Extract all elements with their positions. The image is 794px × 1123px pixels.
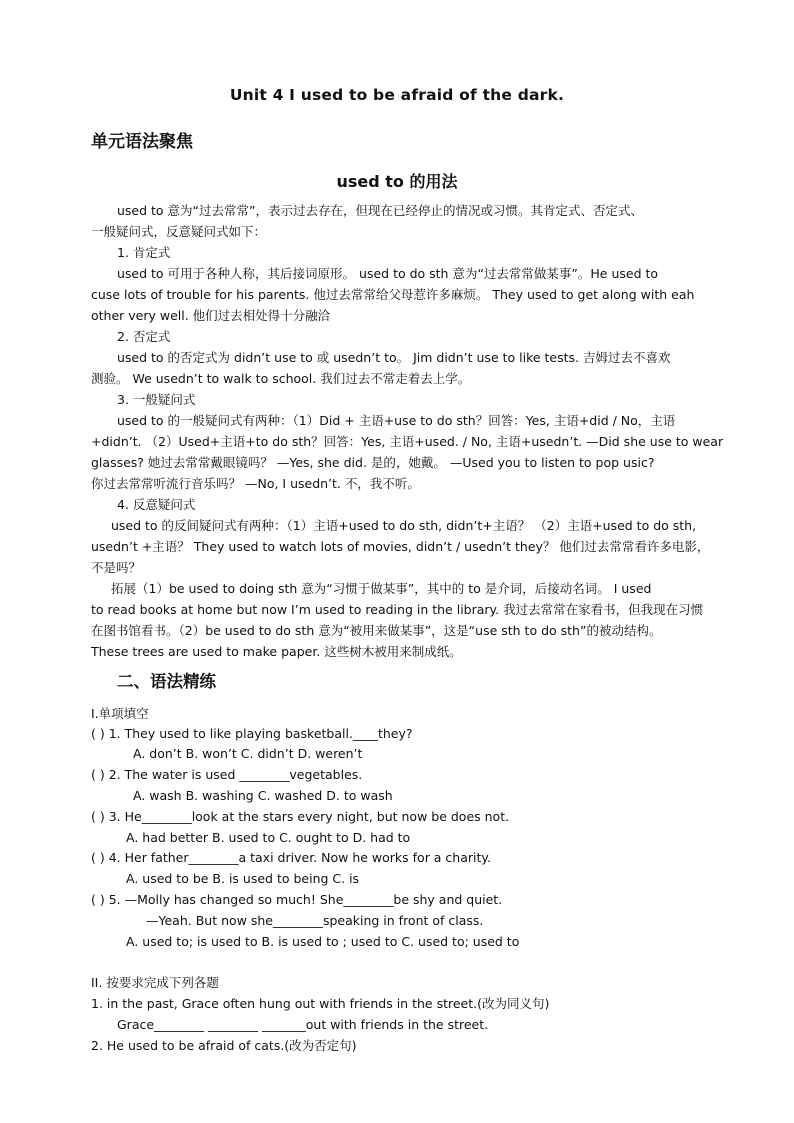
paragraph-line: used to 的反间疑问式有两种：（1）主语+used to do sth, didn’t+主语？ （2）主语+used to do sth, — [111, 518, 697, 533]
subsection-heading-tag-question: 4. 反意疑问式 — [117, 497, 196, 512]
extension-line: to read books at home but now I’m used to reading in the library. 我过去常常在家看书，但我现在习惯 — [91, 602, 704, 617]
intro-line: 一般疑问式，反意疑问式如下： — [91, 224, 267, 239]
question-stem: ( ) 5. —Molly has changed so much! She________be shy and quiet. — [91, 892, 503, 907]
paragraph-line: used to 的否定式为 didn’t use to 或 usedn’t to。 Jim didn’t use to like tests. 吉姆过去不喜欢 — [117, 350, 671, 365]
question-options: A. don’t B. won’t C. didn’t D. weren’t — [133, 746, 363, 761]
intro-line: used to 意为“过去常常”，表示过去存在，但现在已经停止的情况或习惯。其肯定式、否定式、 — [117, 203, 644, 218]
paragraph-line: 你过去常常听流行音乐吗？ —No, I usedn’t. 不，我不听。 — [91, 476, 420, 491]
subsection-heading-affirmative: 1. 肯定式 — [117, 245, 171, 260]
extension-line: These trees are used to make paper. 这些树木被用来制成纸。 — [91, 644, 462, 659]
paragraph-line: +didn’t. （2）Used+主语+to do sth？回答：Yes, 主语+used. / No, 主语+usedn’t. —Did she use to wear — [91, 434, 724, 449]
extension-line: 拓展（1）be used to doing sth 意为“习惯于做某事”，其中的 to 是介词，后接动名词。 I used — [111, 581, 652, 596]
question-stem-continued: —Yeah. But now she________speaking in front of class. — [146, 913, 484, 928]
question-options: A. used to be B. is used to being C. is — [126, 871, 360, 886]
question-stem: ( ) 3. He________look at the stars every night, but now be does not. — [91, 809, 510, 824]
section-heading-grammar-practice: 二、语法精练 — [117, 672, 216, 691]
extension-line: 在图书馆看书。（2）be used to do sth 意为“被用来做某事”，这是“use sth to do sth”的被动结构。 — [91, 623, 662, 638]
paragraph-line: glasses? 她过去常常戴眼镜吗？ —Yes, she did. 是的，她戴。 —Used you to listen to pop usic? — [91, 455, 655, 470]
question-options: A. used to; is used to B. is used to ; used to C. used to; used to — [126, 934, 520, 949]
paragraph-line: usedn’t +主语？ They used to watch lots of movies, didn’t / usedn’t they？ 他们过去常常看许多电影， — [91, 539, 710, 554]
page-title: Unit 4 I used to be afraid of the dark. — [229, 86, 565, 104]
paragraph-line: cuse lots of trouble for his parents. 他过去常常给父母惹许多麻烦。 They used to get along with eah — [91, 287, 695, 302]
question-stem: ( ) 1. They used to like playing basketball.____they? — [91, 726, 413, 741]
question-stem: ( ) 2. The water is used ________vegetables. — [91, 767, 363, 782]
subsection-heading-question: 3. 一般疑问式 — [117, 392, 196, 407]
paragraph-line: 测验。 We usedn’t to walk to school. 我们过去不常走着去上学。 — [91, 371, 471, 386]
subsection-heading-negative: 2. 否定式 — [117, 329, 171, 344]
paragraph-line: 不是吗？ — [91, 560, 142, 575]
question-stem: ( ) 4. Her father________a taxi driver. Now he works for a charity. — [91, 850, 491, 865]
part-heading-multiple-choice: I.单项填空 — [91, 706, 149, 721]
section-heading-grammar-focus: 单元语法聚焦 — [91, 132, 193, 152]
paragraph-line: used to 的一般疑问式有两种：（1）Did + 主语+use to do sth？回答：Yes, 主语+did / No，主语 — [117, 413, 676, 428]
task-item: 1. in the past, Grace often hung out with friends in the street.(改为同义句) — [91, 996, 550, 1011]
question-options: A. had better B. used to C. ought to D. had to — [126, 830, 411, 845]
paragraph-line: used to 可用于各种人称，其后接词原形。 used to do sth 意为“过去常常做某事”。He used to — [117, 266, 659, 281]
part-heading-complete-tasks: II. 按要求完成下列各题 — [91, 975, 219, 990]
subheading-used-to: used to 的用法 — [336, 172, 458, 191]
question-options: A. wash B. washing C. washed D. to wash — [133, 788, 393, 803]
task-answer-line: Grace________ ________ _______out with friends in the street. — [117, 1017, 489, 1032]
paragraph-line: other very well. 他们过去相处得十分融洽 — [91, 308, 331, 323]
task-item: 2. He used to be afraid of cats.(改为否定句) — [91, 1038, 357, 1053]
